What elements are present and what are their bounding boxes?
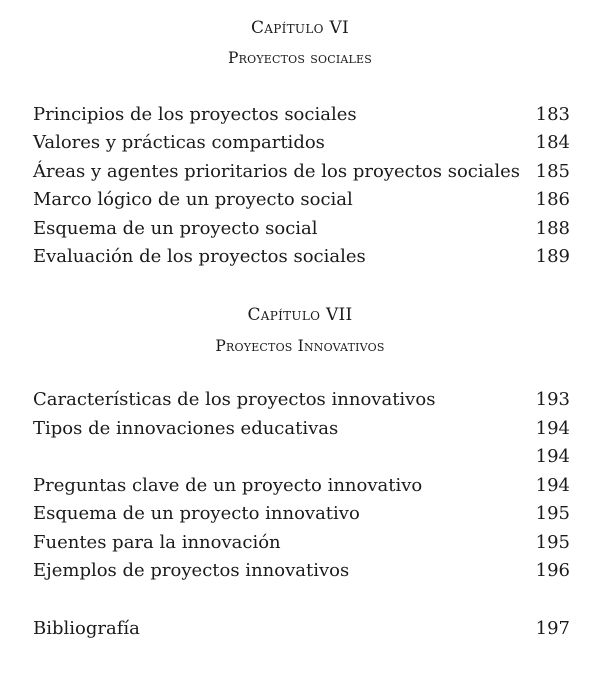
toc-entry-bibliography[interactable]: [33, 618, 570, 646]
toc-entry-page: 189: [535, 246, 570, 267]
toc-entry-page: 197: [535, 618, 570, 639]
toc-entry-page: 184: [535, 132, 570, 153]
toc-entry-page: 188: [535, 218, 570, 239]
toc-entry-title: Principios de los proyectos sociales: [33, 104, 357, 125]
toc-entry-title: Valores y prácticas compartidos: [33, 132, 325, 153]
toc-entry-title: Preguntas clave de un proyecto innovativo: [33, 475, 423, 496]
toc-entry[interactable]: [33, 389, 570, 417]
toc-entry-title: Esquema de un proyecto innovativo: [33, 503, 360, 524]
toc-entry[interactable]: [33, 104, 570, 132]
chapter-7-title: Proyectos Innovativos: [215, 337, 385, 355]
toc-entry-title: Fuentes para la innovación: [33, 532, 281, 553]
toc-entry-title: Bibliografía: [33, 618, 140, 639]
toc-entry-title: Tipos de innovaciones educativas: [33, 418, 339, 439]
toc-entry[interactable]: [33, 418, 570, 446]
toc-entry[interactable]: [33, 446, 570, 474]
toc-entry[interactable]: [33, 218, 570, 246]
toc-entry[interactable]: [33, 532, 570, 560]
toc-entry[interactable]: [33, 161, 570, 189]
toc-entry-title: Marco lógico de un proyecto social: [33, 189, 353, 210]
toc-entry-page: 194: [535, 446, 570, 467]
toc-entry-page: 185: [535, 161, 570, 182]
toc-entry-page: 194: [535, 475, 570, 496]
toc-entry-title: Ejemplos de proyectos innovativos: [33, 560, 350, 581]
toc-entry-page: 196: [535, 560, 570, 581]
chapter-6-title: Proyectos sociales: [228, 49, 372, 67]
toc-entry-title: Características de los proyectos innovativos: [33, 389, 436, 410]
toc-entry[interactable]: [33, 132, 570, 160]
toc-entry-title: Esquema de un proyecto social: [33, 218, 318, 239]
toc-entry[interactable]: [33, 475, 570, 503]
toc-entry[interactable]: [33, 189, 570, 217]
toc-entry[interactable]: [33, 503, 570, 531]
toc-entry-page: 194: [535, 418, 570, 439]
chapter-7-label: Capítulo VII: [247, 305, 353, 325]
toc-entry-title: Áreas y agentes prioritarios de los proyectos sociales: [33, 161, 521, 182]
toc-entry-page: 193: [535, 389, 570, 410]
toc-entry-page: 195: [535, 532, 570, 553]
toc-entry-title: Evaluación de los proyectos sociales: [33, 246, 366, 267]
toc-entry-page: 195: [535, 503, 570, 524]
toc-entry-page: 183: [535, 104, 570, 125]
toc-entry-page: 186: [535, 189, 570, 210]
toc-entry[interactable]: [33, 560, 570, 588]
chapter-6-label: Capítulo VI: [250, 18, 350, 38]
toc-entry[interactable]: [33, 246, 570, 274]
